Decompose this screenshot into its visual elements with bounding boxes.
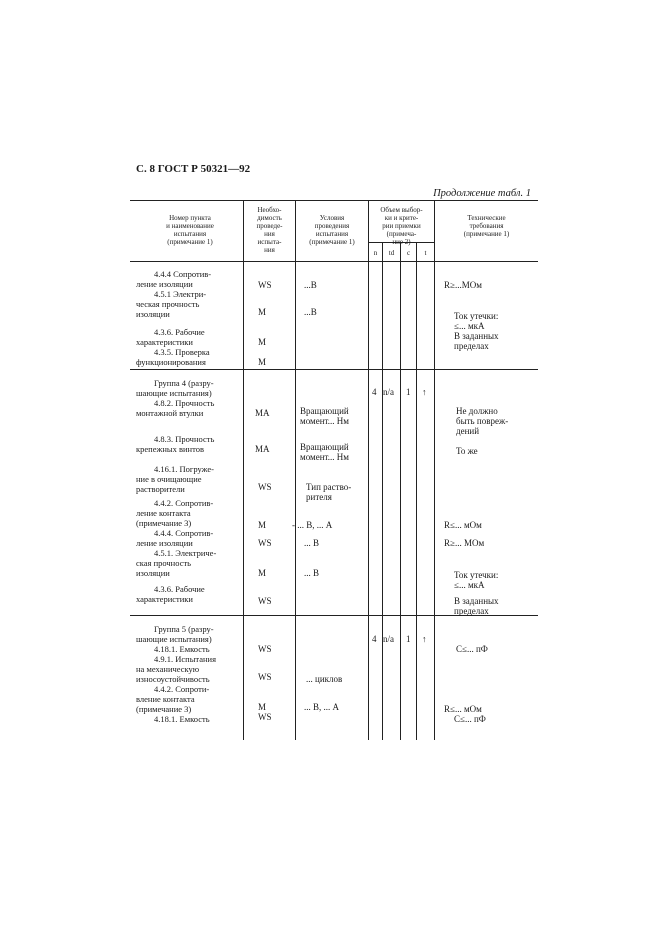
g3-item-3: ческая прочность	[136, 299, 200, 309]
g3-item-7: 4.3.5. Проверка	[154, 347, 210, 357]
col-divider-3	[368, 200, 369, 740]
g4-sample-c: 1	[406, 387, 411, 397]
g4-nec-1: МА	[255, 444, 270, 454]
g4-req-7: ≤... мкА	[454, 580, 485, 590]
g4-cond-4: Тип раство-	[306, 482, 352, 492]
col-divider-5	[400, 242, 401, 740]
g4-item-0: Группа 4 (разру-	[154, 378, 214, 388]
g4-item-15: ская прочность	[136, 558, 192, 568]
g4-item-16: изоляции	[136, 568, 170, 578]
g5-req-0: C≤... пФ	[456, 644, 488, 654]
g5-nec-0: WS	[258, 644, 272, 654]
g4-req-9: пределах	[454, 606, 489, 616]
g4-cond-1: момент... Нм	[300, 416, 349, 426]
g3-item-2: 4.5.1 Электри-	[154, 289, 207, 299]
g3-item-8: функционирования	[136, 357, 206, 367]
g4-item-13: ление изоляции	[136, 538, 193, 548]
g5-sample-td: n/a	[383, 634, 394, 644]
header-t: t	[424, 249, 427, 257]
g4-nec-2: WS	[258, 482, 272, 492]
g5-item-5: износоустойчивость	[136, 674, 210, 684]
g4-req-4: R≤... мОм	[444, 520, 482, 530]
header-requirements: Технические требования (примечание 1)	[463, 214, 510, 238]
g4-nec-3: M	[258, 520, 267, 530]
g3-item-4: изоляции	[136, 309, 170, 319]
g5-nec-3: WS	[258, 712, 272, 722]
g4-cond-7: ... В	[304, 538, 320, 548]
g5-req-2: C≤... пФ	[454, 714, 486, 724]
g5-item-3: 4.9.1. Испытания	[154, 654, 217, 664]
g5-nec-2: M	[258, 702, 267, 712]
g3-req-0: R≥...МОм	[444, 280, 482, 290]
g4-cond-0: Вращающий	[300, 406, 349, 416]
g3-nec-0: WS	[258, 280, 272, 290]
g4-item-5: крепежных винтов	[136, 444, 204, 454]
g5-sample-c: 1	[406, 634, 411, 644]
header-item: Номер пункта и наименование испытания (примечание 1)	[166, 214, 214, 246]
g5-cond-0: ... циклов	[306, 674, 343, 684]
header-rule	[130, 261, 538, 262]
g4-req-0: Не должно	[456, 406, 498, 416]
g4-nec-5: M	[258, 568, 267, 578]
col-divider-4	[382, 242, 383, 740]
g4-sample-t: ↑	[422, 387, 427, 397]
table-top-rule	[130, 200, 538, 201]
group-rule-1	[130, 369, 538, 370]
g3-item-6: характеристики	[136, 337, 193, 347]
g3-item-5: 4.3.6. Рабочие	[154, 327, 205, 337]
g4-cond-5: рителя	[306, 492, 332, 502]
g3-req-2: ≤... мкА	[454, 321, 485, 331]
g4-cond-6: - ... В, ... А	[292, 520, 333, 530]
g4-sample-td: n/a	[383, 387, 394, 397]
g4-item-3: монтажной втулки	[136, 408, 204, 418]
g5-item-7: вление контакта	[136, 694, 195, 704]
g4-item-14: 4.5.1. Электриче-	[154, 548, 217, 558]
g4-item-9: 4.4.2. Сопротив-	[154, 498, 214, 508]
col-divider-7	[434, 200, 435, 740]
g4-sample-n: 4	[372, 387, 377, 397]
g4-item-1: шающие испытания)	[136, 388, 212, 398]
header-n: n	[373, 249, 378, 257]
g4-item-12: 4.4.4. Сопротив-	[154, 528, 214, 538]
header-necessity: Необхо- димость проведе- ния испыта- ния	[256, 206, 283, 254]
g4-item-7: ние в очищающие	[136, 474, 202, 484]
g4-nec-0: МА	[255, 408, 270, 418]
g4-nec-6: WS	[258, 596, 272, 606]
g3-nec-2: M	[258, 337, 267, 347]
g4-req-5: R≥... МОм	[444, 538, 485, 548]
g4-req-3: То же	[456, 446, 478, 456]
g3-item-0: 4.4.4 Сопротив-	[154, 269, 212, 279]
g4-item-10: ление контакта	[136, 508, 191, 518]
g3-cond-0: ...В	[304, 280, 317, 290]
g5-item-6: 4.4.2. Сопроти-	[154, 684, 210, 694]
col-divider-6	[416, 242, 417, 740]
continuation-label: Продолжение табл. 1	[433, 188, 531, 199]
g3-req-4: пределах	[454, 341, 489, 351]
g3-req-1: Ток утечки:	[454, 311, 499, 321]
g5-item-9: 4.18.1. Емкость	[154, 714, 210, 724]
g4-item-2: 4.8.2. Прочность	[154, 398, 215, 408]
spec-table	[130, 200, 538, 740]
g3-req-3: В заданных	[454, 331, 499, 341]
g4-item-8: растворители	[136, 484, 185, 494]
page-header: С. 8 ГОСТ Р 50321—92	[136, 163, 251, 175]
header-sample: Объем выбор- ки и крите- рии приемки (примеча- ние 2)	[380, 206, 423, 246]
g5-sample-t: ↑	[422, 634, 427, 644]
g5-item-4: на механическую	[136, 664, 200, 674]
g3-nec-3: M	[258, 357, 267, 367]
g4-req-1: быть повреж-	[456, 416, 509, 426]
g5-item-1: шающие испытания)	[136, 634, 212, 644]
g4-item-18: характеристики	[136, 594, 193, 604]
g4-nec-4: WS	[258, 538, 272, 548]
g4-cond-3: момент... Нм	[300, 452, 349, 462]
g4-item-17: 4.3.6. Рабочие	[154, 584, 205, 594]
g3-nec-1: M	[258, 307, 267, 317]
g4-item-11: (примечание 3)	[136, 518, 192, 528]
g4-item-6: 4.16.1. Погруже-	[154, 464, 215, 474]
g3-cond-1: ...В	[304, 307, 317, 317]
g4-item-4: 4.8.3. Прочность	[154, 434, 215, 444]
header-c: c	[406, 249, 411, 257]
g4-cond-8: ... В	[304, 568, 320, 578]
header-td: td	[388, 249, 395, 257]
g3-item-1: ление изоляции	[136, 279, 193, 289]
g5-sample-n: 4	[372, 634, 377, 644]
g4-req-6: Ток утечки:	[454, 570, 499, 580]
g5-item-2: 4.18.1. Емкость	[154, 644, 210, 654]
g5-cond-1: ... В, ... А	[304, 702, 340, 712]
g5-nec-1: WS	[258, 672, 272, 682]
g5-req-1: R≤... мОм	[444, 704, 482, 714]
g4-req-8: В заданных	[454, 596, 499, 606]
col-divider-1	[243, 200, 244, 740]
g4-req-2: дений	[456, 426, 480, 436]
col-divider-2	[295, 200, 296, 740]
g5-item-8: (примечание 3)	[136, 704, 192, 714]
g5-item-0: Группа 5 (разру-	[154, 624, 214, 634]
g4-cond-2: Вращающий	[300, 442, 349, 452]
header-conditions: Условия проведения испытания (примечание 1)	[309, 214, 355, 246]
